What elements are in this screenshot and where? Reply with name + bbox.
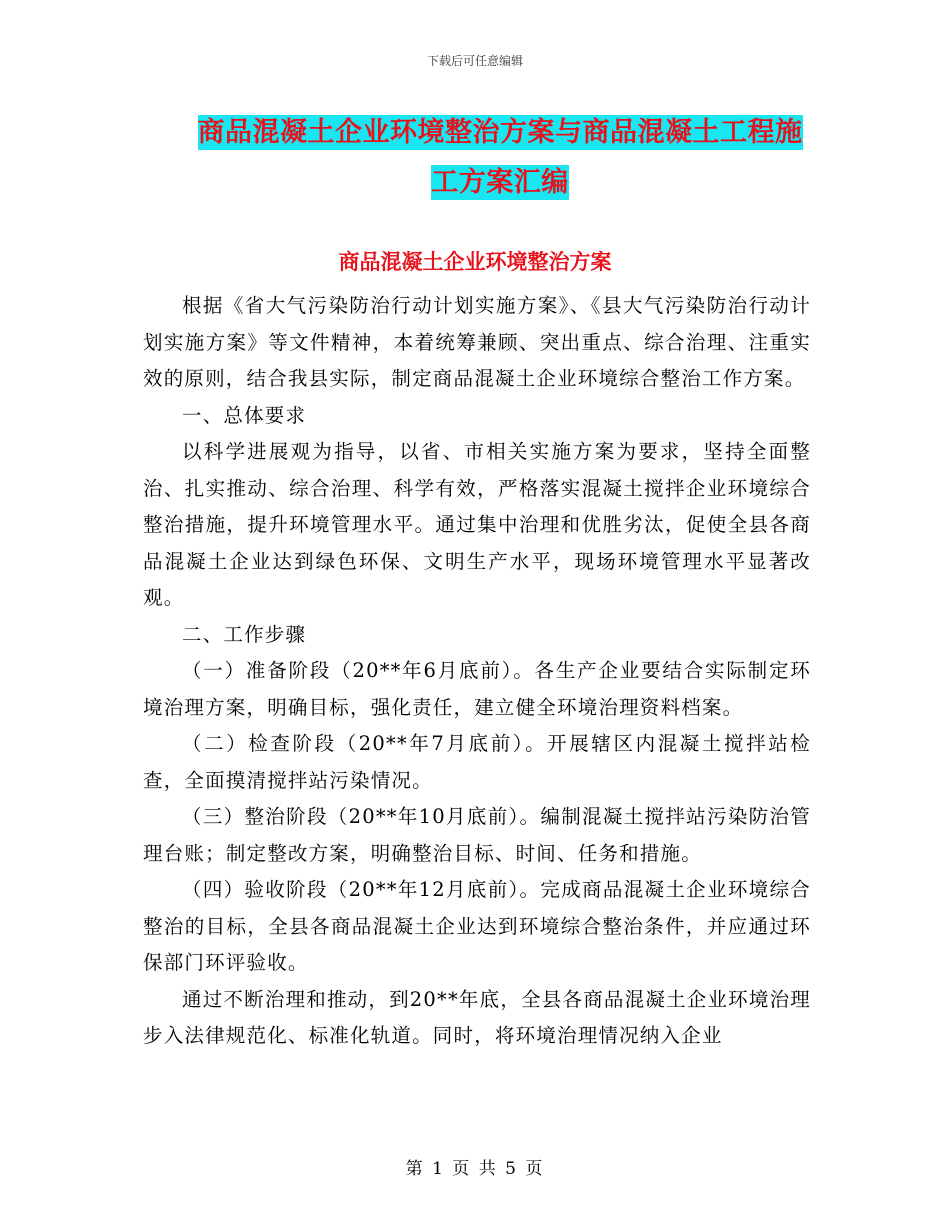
- header-note: 下载后可任意编辑: [426, 54, 523, 68]
- main-title-text: 商品混凝土企业环境整治方案与商品混凝土工程施工方案汇编: [197, 117, 803, 198]
- heading-general-requirements: 一、总体要求: [182, 403, 307, 427]
- paragraph-step-acceptance: （四）验收阶段（20**年12月底前）。完成商品混凝土企业环境综合整治的目标，全县各商品混凝土企业达到环境综合整治条件，并应通过环保部门环评验收。: [143, 878, 811, 974]
- heading-work-steps: 二、工作步骤: [182, 622, 307, 646]
- paragraph-general-requirements: 以科学进展观为指导，以省、市相关实施方案为要求，坚持全面整治、扎实推动、综合治理、科学有效，严格落实混凝土搅拌企业环境综合整治措施，提升环境管理水平。通过集中治理和优胜劣汰，促使全县各商品混凝土企业达到绿色环保、文明生产水平，现场环境管理水平显著改观。: [143, 440, 811, 609]
- page-number: 第 1 页 共 5 页: [405, 1159, 545, 1179]
- paragraph-step-inspection: （二）检查阶段（20**年7月底前）。开展辖区内混凝土搅拌站检查，全面摸清搅拌站污染情况。: [143, 732, 811, 792]
- paragraph-conclusion: 通过不断治理和推动，到20**年底，全县各商品混凝土企业环境治理步入法律规范化、标准化轨道。同时，将环境治理情况纳入企业: [143, 987, 811, 1047]
- paragraph-step-rectification: （三）整治阶段（20**年10月底前）。编制混凝土搅拌站污染防治管理台账；制定整改方案，明确整治目标、时间、任务和措施。: [143, 805, 811, 865]
- document-body: [143, 288, 811, 1055]
- paragraph-step-preparation: （一）准备阶段（20**年6月底前）。各生产企业要结合实际制定环境治理方案，明确目标，强化责任，建立健全环境治理资料档案。: [143, 659, 811, 719]
- paragraph-intro: 根据《省大气污染防治行动计划实施方案》、《县大气污染防治行动计划实施方案》等文件精神，本着统筹兼顾、突出重点、综合治理、注重实效的原则，结合我县实际，制定商品混凝土企业环境综合整治工作方案。: [143, 294, 811, 390]
- document-main-title: [190, 108, 810, 208]
- section-title: 商品混凝土企业环境整治方案: [338, 249, 612, 274]
